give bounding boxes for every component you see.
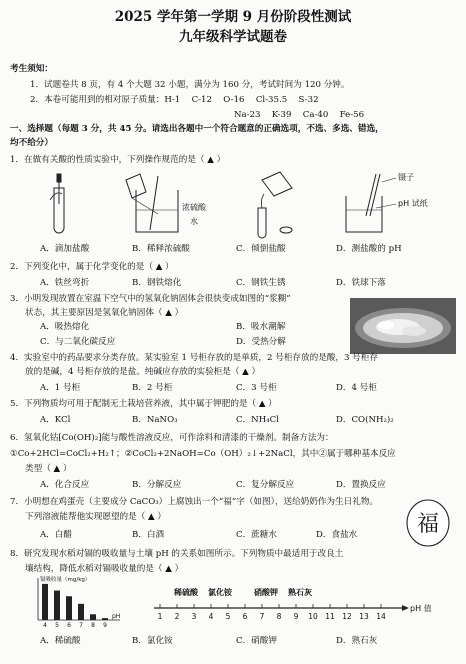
q5-option-d: D．CO(NH₂)₂ bbox=[336, 415, 394, 425]
exam-title: 2025 学年第一学期 9 月份阶段性测试 bbox=[114, 9, 352, 25]
bar-ph-7 bbox=[78, 604, 84, 620]
ph-tick-label: 10 bbox=[308, 612, 318, 621]
q6-option-a: A．化合反应 bbox=[40, 480, 90, 490]
scale-axis-label: pH 值 bbox=[410, 604, 432, 613]
label-tweezers: 镊子 bbox=[398, 173, 414, 182]
scale-label-potassium-nitrate: 硝酸钾 bbox=[254, 588, 278, 597]
dilution-beaker-icon bbox=[126, 174, 178, 232]
q6-option-d: D．置换反应 bbox=[336, 480, 386, 490]
ph-tick-label: 4 bbox=[208, 612, 214, 621]
q5-stem: 5．下列物质均可用于配制无土栽培营养液，其中属于钾肥的是（ ▲ ） bbox=[10, 399, 277, 409]
q1-option-a: A．滴加盐酸 bbox=[40, 244, 90, 254]
x-tick-label: 5 bbox=[55, 622, 59, 629]
q3-option-b: B．吸水潮解 bbox=[236, 322, 286, 332]
q2-stem: 2．下列变化中，属于化学变化的是（ ▲ ） bbox=[10, 262, 174, 272]
q2-option-d: D．铁球下落 bbox=[336, 278, 386, 288]
q6-option-c: C．复分解反应 bbox=[236, 480, 295, 490]
bar-ph-5 bbox=[54, 591, 60, 620]
q4-stem-cont: 放的是碱，4 号柜存放的是盐。纯碱应存放的实验柜是（ ▲ ） bbox=[25, 367, 261, 377]
q1-apparatus-figure bbox=[40, 170, 460, 240]
notice-heading: 考生须知： bbox=[10, 64, 53, 74]
q7-stem: 7．小明想在鸡蛋壳（主要成分 CaCO₃）上腐蚀出一个“福”字（如图），送给奶奶作为生日礼物。 bbox=[10, 497, 379, 507]
ph-tick-label: 7 bbox=[259, 612, 265, 621]
q4-option-a: A．1 号柜 bbox=[40, 383, 81, 393]
ph-tick-label: 6 bbox=[242, 612, 248, 621]
ph-tick-label: 14 bbox=[376, 612, 386, 621]
ph-tick-label: 13 bbox=[359, 612, 369, 621]
q2-option-c: C．钢铁生锈 bbox=[236, 278, 286, 288]
scale-label-ammonium-chloride: 氯化铵 bbox=[208, 588, 232, 597]
q3-stem-cont: 状态，其主要原因是氢氧化钠固体（ ▲ ） bbox=[25, 308, 184, 318]
q7-stem-cont: 下列溶液能帮他实现愿望的是（ ▲ ） bbox=[25, 512, 166, 522]
exam-subtitle: 九年级科学试题卷 bbox=[179, 29, 287, 45]
label-water: 水 bbox=[190, 217, 198, 226]
q7-option-c: C．蔗糖水 bbox=[236, 530, 277, 540]
bar-ph-8 bbox=[90, 614, 96, 620]
q4-stem: 4．实验室中的药品要求分类存放。某实验室 1 号柜存放的是单质，2 号柜存放的是酸，3 号柜存 bbox=[10, 353, 378, 363]
q1-option-d: D．测盐酸的 pH bbox=[336, 244, 402, 254]
q8-option-b: B．氯化铵 bbox=[132, 636, 173, 646]
q1-option-b: B．稀释浓硫酸 bbox=[132, 244, 190, 254]
chart-x-label: pH bbox=[112, 613, 121, 620]
q6-option-b: B．分解反应 bbox=[132, 480, 182, 490]
notice-line-3: Na-23 K-39 Ca-40 Fe-56 bbox=[234, 110, 365, 120]
q3-stem: 3．小明发现放置在室温下空气中的氢氧化钠固体会很快变成如图的“浆糊” bbox=[10, 294, 291, 304]
bar-ph-6 bbox=[66, 596, 72, 620]
q8-stem-cont: 壤结构，降低水稻对镉吸收量的是（ ▲ ） bbox=[25, 564, 184, 574]
ph-paper-beaker-icon bbox=[346, 174, 396, 232]
label-ph-paper: pH 试纸 bbox=[398, 199, 428, 208]
ph-tick-label: 1 bbox=[157, 612, 163, 621]
x-tick-label: 7 bbox=[79, 622, 83, 629]
ph-scale-figure bbox=[152, 586, 460, 626]
ph-tick-label: 12 bbox=[342, 612, 352, 621]
q8-option-c: C．硝酸钾 bbox=[236, 636, 277, 646]
bar-ph-4 bbox=[42, 584, 48, 620]
bar-ph-9 bbox=[102, 618, 108, 620]
q4-option-c: C．3 号柜 bbox=[236, 383, 277, 393]
q7-option-b: B．白酒 bbox=[132, 530, 165, 540]
q4-option-d: D．4 号柜 bbox=[336, 383, 377, 393]
label-acid: 浓硫酸 bbox=[182, 203, 206, 212]
section-heading-cont: 均不给分） bbox=[10, 138, 53, 148]
ph-tick-label: 9 bbox=[293, 612, 299, 621]
ph-tick-label: 8 bbox=[276, 612, 282, 621]
x-tick-label: 9 bbox=[103, 622, 107, 629]
scale-label-sulfuric-acid: 稀硫酸 bbox=[174, 588, 198, 597]
q7-option-d: D．食盐水 bbox=[316, 530, 358, 540]
q6-stem-cont: 类型（ ▲ ） bbox=[25, 464, 72, 474]
q2-option-b: B．钢铁熔化 bbox=[132, 278, 182, 288]
q6-stem: 6．氢氧化钴[Co(OH)₂]能与酸性溶液反应，可作涂料和清漆的干燥剂。制备方法为： bbox=[10, 433, 334, 443]
q6-equations: ①Co+2HCl=CoCl₂+H₂↑；②CoCl₂+2NaOH=Co（OH）₂↓+2NaCl，其中②属于哪种基本反应 bbox=[10, 449, 396, 459]
fu-character: 福 bbox=[416, 512, 440, 537]
q3-option-a: A．吸热熔化 bbox=[40, 322, 90, 332]
q1-option-c: C．倾倒盐酸 bbox=[236, 244, 286, 254]
dropper-test-tube-icon bbox=[50, 174, 64, 233]
x-tick-label: 8 bbox=[91, 622, 95, 629]
ph-tick-label: 3 bbox=[191, 612, 197, 621]
chart-y-label: 镉吸收量（mg/kg） bbox=[40, 577, 91, 583]
q7-option-a: A．白醋 bbox=[40, 530, 72, 540]
q5-option-b: B．NaNO₃ bbox=[132, 415, 178, 425]
ph-tick-label: 11 bbox=[325, 612, 335, 621]
ph-tick-label: 5 bbox=[225, 612, 231, 621]
q3-option-c: C．与二氧化碳反应 bbox=[40, 337, 116, 347]
q3-option-d: D．受热分解 bbox=[236, 337, 286, 347]
q4-option-b: B．2 号柜 bbox=[132, 383, 173, 393]
scale-label-slaked-lime: 熟石灰 bbox=[288, 588, 312, 597]
q5-option-c: C．NH₄Cl bbox=[236, 415, 279, 425]
q1-stem: 1．在做有关酸的性质实验中，下列操作规范的是（ ▲ ） bbox=[10, 155, 226, 165]
x-tick-label: 6 bbox=[67, 622, 71, 629]
q2-option-a: A．铁丝弯折 bbox=[40, 278, 90, 288]
q8-option-a: A．稀硫酸 bbox=[40, 636, 81, 646]
fu-egg-icon bbox=[404, 498, 452, 548]
pouring-bottle-icon bbox=[258, 172, 292, 238]
cadmium-bar-chart bbox=[22, 574, 126, 630]
notice-line-1: 1．试题卷共 8 页，有 4 个大题 32 小题，满分为 160 分，考试时间为 120 分钟。 bbox=[30, 80, 350, 90]
notice-line-2: 2．本卷可能用到的相对原子质量：H-1 C-12 O-16 Cl-35.5 S-32 bbox=[30, 95, 319, 105]
section-heading: 一、选择题（每题 3 分，共 45 分。请选出各题中一个符合题意的正确选项，不选、多选、错选， bbox=[10, 124, 384, 134]
q8-option-d: D．熟石灰 bbox=[336, 636, 378, 646]
q8-stem: 8．研究发现水稻对镉的吸收量与土壤 pH 的关系如图所示。下列物质中最适用于改良土 bbox=[10, 549, 344, 559]
q5-option-a: A．KCl bbox=[40, 415, 71, 425]
x-tick-label: 4 bbox=[43, 622, 47, 629]
ph-tick-label: 2 bbox=[174, 612, 180, 621]
naoh-paste-photo bbox=[350, 298, 456, 354]
